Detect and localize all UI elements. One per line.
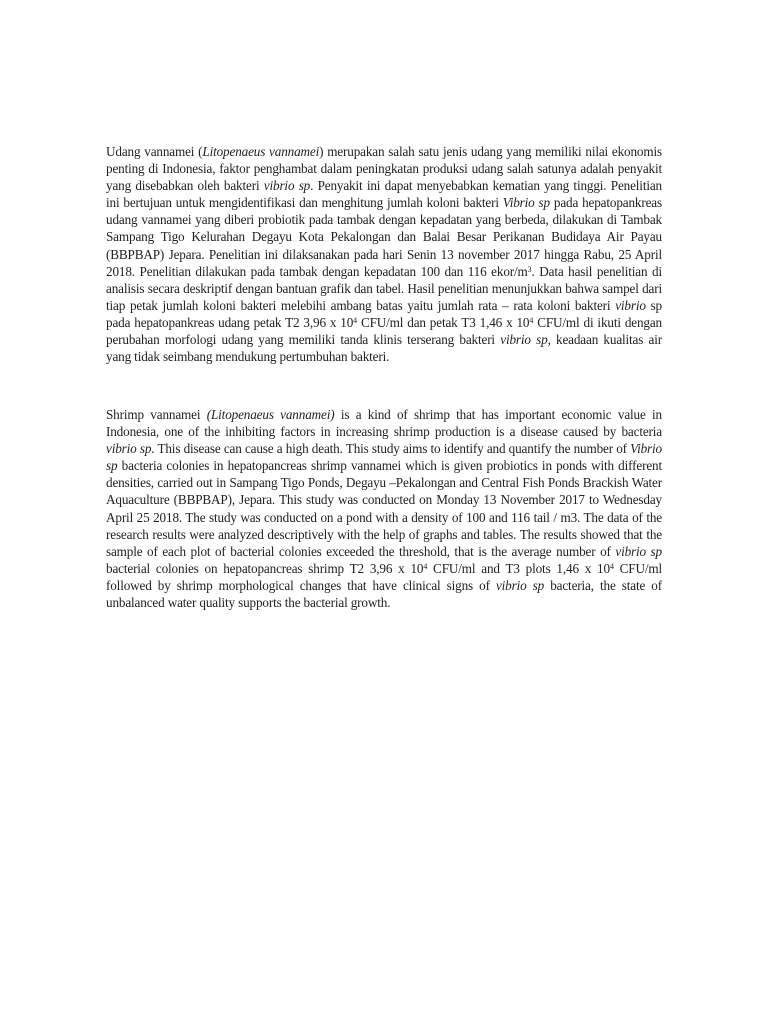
abstract-id-text: CFU/ml dan petak T3 1,46 x 10 — [357, 314, 530, 330]
abstract-en-text: bacterial colonies on hepatopancreas shrimp T2 3,96 x 10 — [106, 560, 424, 576]
bacteria-name: vibrio sp — [106, 441, 152, 457]
bacteria-name: vibrio sp — [615, 543, 662, 559]
superscript: 4 — [609, 561, 614, 571]
abstract-id-text: pada hepatopankreas udang vannamei yang diberi probiotik pada tambak dengan kepadatan yang berbeda, dilakukan di Tambak Sampang Tigo Kelurahan Degayu Kota Pekalongan dan Balai Besar Perikanan Budidaya Air Payau (BBPBAP) Jepara. Penelitian ini dilaksanakan pada hari Senin 13 november 2017 hingga Rabu, 25 April 2018. Penelitian dilakukan pada tambak dengan kepadatan 100 dan 116 ekor/m — [106, 195, 662, 279]
bacteria-name: Vibrio sp — [106, 441, 662, 474]
abstract-en-text: is a kind of shrimp that has important economic value in Indonesia, one of the inhibiting factors in increasing shrimp production is a disease caused by bacteria — [106, 407, 663, 440]
abstract-id-text: , keadaan kualitas air yang tidak seimbang mendukung pertumbuhan bakteri. — [106, 332, 662, 365]
bacteria-name: vibrio sp — [500, 332, 548, 348]
abstract-en-text: CFU/ml followed by shrimp morphological changes that have clinical signs of — [106, 560, 662, 593]
abstract-en-text: CFU/ml and T3 plots 1,46 x 10 — [427, 560, 610, 576]
species-name: (Litopenaeus vannamei) — [206, 407, 335, 422]
bacteria-name: vibrio — [615, 297, 646, 313]
abstract-en-text: . This disease can cause a high death. This study aims to identify and quantify the number of — [151, 441, 631, 457]
abstract-id-text: . Penyakit ini dapat menyebabkan kematian yang tinggi. Penelitian ini bertujuan untuk mengidentifikasi dan menghitung jumlah koloni bakteri — [106, 178, 662, 211]
bacteria-name: Vibrio sp — [502, 195, 550, 211]
superscript: 4 — [529, 315, 534, 325]
superscript: 4 — [423, 561, 428, 571]
abstract-en-text: bacteria colonies in hepatopancreas shrimp vannamei which is given probiotics in ponds with different densities, carried out in Sampang Tigo Ponds, Degayu –Pekalongan and Central Fish Ponds Brackish Water Aquaculture (BBPBAP), Jepara. This study was conducted on Monday 13 November 2017 to Wednesday April 25 2018. The study was conducted on a pond with a density of 100 and 116 tail / m3. The data of the research results were analyzed descriptively with the help of graphs and tables. The results showed that the sample of each plot of bacterial colonies exceeded the threshold, that is the average number of — [106, 458, 662, 559]
bacteria-name: vibrio sp — [263, 178, 311, 194]
abstract-id-text: ) merupakan salah satu jenis udang yang memiliki nilai ekonomis penting di Indonesia, faktor penghambat dalam peningkatan produksi udang salah satunya adalah penyakit yang disebabkan oleh bakteri — [106, 144, 662, 194]
superscript: 4 — [353, 315, 357, 325]
abstract-en-text: bacteria, the state of unbalanced water quality supports the bacterial growth. — [106, 577, 662, 611]
abstract-id-text: . Data hasil penelitian di analisis secara deskriptif dengan bantuan grafik dan tabel. Hasil penelitian menunjukkan bahwa sampel dari tiap petak jumlah koloni bakteri melebihi ambang batas yaitu jumlah rata – rata koloni bakteri — [106, 263, 662, 313]
abstract-id-text: sp pada hepatopankreas udang petak T2 3,96 x 10 — [106, 297, 662, 330]
abstract-english — [106, 406, 662, 611]
superscript: 3 — [527, 264, 532, 274]
abstract-id-text: Udang vannamei ( — [106, 144, 203, 159]
abstract-id-text: CFU/ml di ikuti dengan perubahan morfologi udang yang memiliki tanda klinis terserang bakteri — [106, 314, 662, 348]
species-name: Litopenaeus vannamei — [202, 144, 320, 159]
bacteria-name: vibrio sp — [495, 577, 545, 593]
abstract-indonesian — [106, 143, 662, 365]
abstract-en-text: Shrimp vannamei — [106, 407, 207, 422]
